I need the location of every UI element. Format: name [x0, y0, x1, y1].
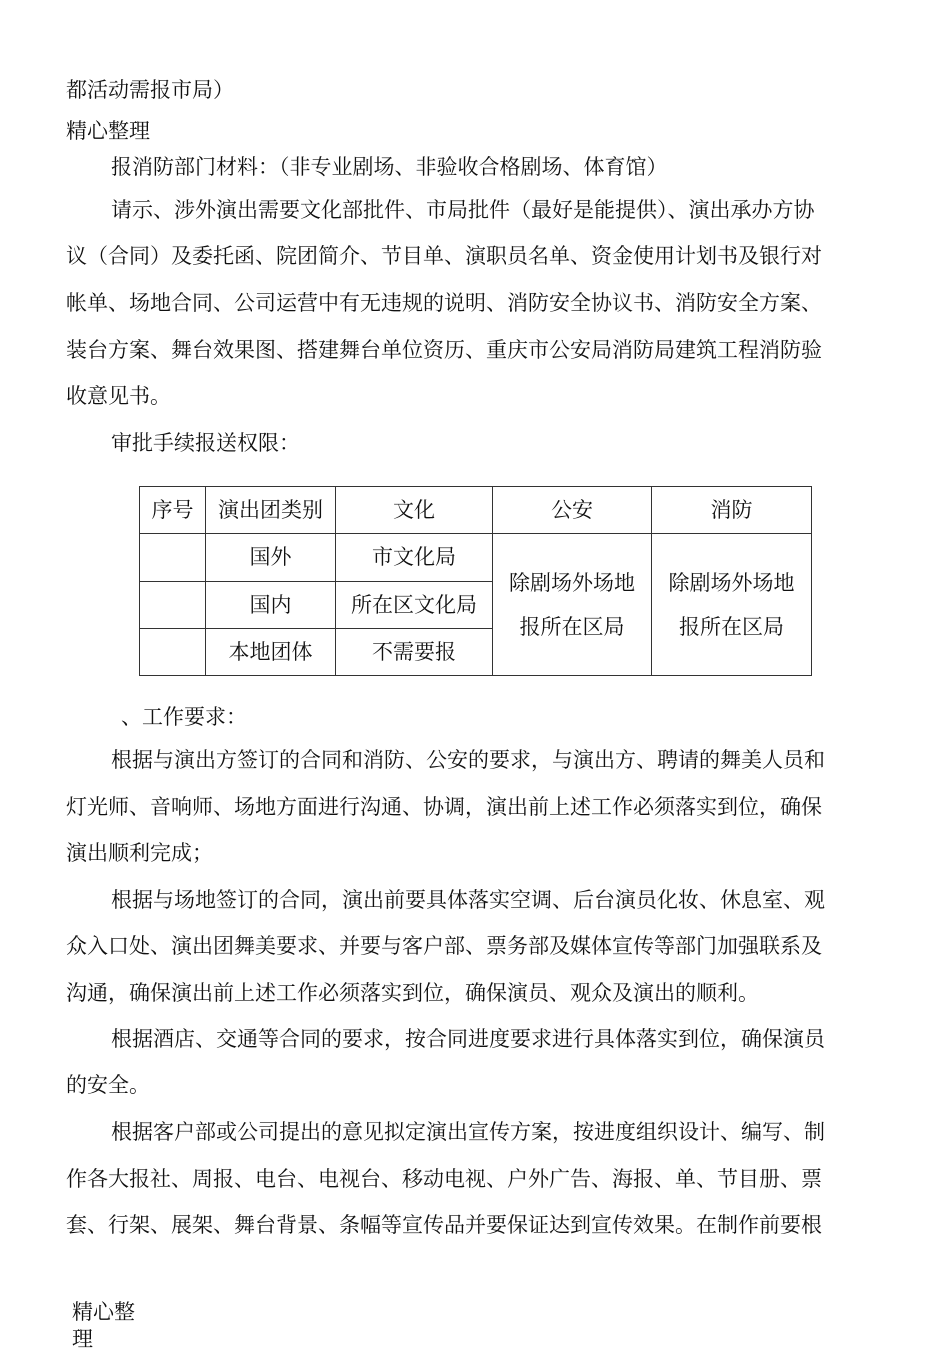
cell-number	[140, 628, 206, 675]
cell-culture: 市文化局	[336, 534, 493, 581]
paragraph-fire-materials: 报消防部门材料：（非专业剧场、非验收合格剧场、体育馆）	[111, 155, 668, 179]
section-heading: 、工作要求：	[121, 705, 247, 729]
table-header-row	[140, 487, 812, 534]
cell-fire-line: 报所在区局	[679, 614, 784, 639]
cell-police-line: 除剧场外场地	[509, 570, 635, 595]
paragraph-line: 议（合同）及委托函、院团简介、节目单、演职员名单、资金使用计划书及银行对	[66, 244, 822, 268]
cell-culture: 不需要报	[336, 628, 493, 675]
header-cell: 公安	[493, 487, 652, 534]
paragraph-line: 作各大报社、周报、电台、电视台、移动电视、户外广告、海报、单、节目册、票	[66, 1167, 822, 1191]
header-cell: 文化	[336, 487, 493, 534]
cell-police-line: 报所在区局	[519, 614, 625, 639]
text-line: 都活动需报市局）	[66, 78, 234, 102]
cell-category: 本地团体	[206, 628, 336, 675]
paragraph-line: 装台方案、舞台效果图、搭建舞台单位资历、重庆市公安局消防局建筑工程消防验	[66, 338, 822, 362]
cell-number	[140, 581, 206, 628]
cell-category: 国内	[206, 581, 336, 628]
header-cell: 演出团类别	[206, 487, 336, 534]
paragraph-line: 收意见书。	[66, 384, 171, 408]
header-mark: 精心整理	[66, 119, 150, 143]
paragraph-line: 沟通，确保演出前上述工作必须落实到位，确保演员、观众及演出的顺利。	[66, 981, 759, 1005]
paragraph-line: 根据与演出方签订的合同和消防、公安的要求，与演出方、聘请的舞美人员和	[111, 748, 825, 772]
paragraph-line: 众入口处、演出团舞美要求、并要与客户部、票务部及媒体宣传等部门加强联系及	[66, 934, 822, 958]
paragraph-line: 演出顺利完成；	[66, 841, 213, 865]
cell-fire	[652, 534, 812, 676]
paragraph-line: 灯光师、音响师、场地方面进行沟通、协调，演出前上述工作必须落实到位，确保	[66, 795, 822, 819]
header-cell: 消防	[652, 487, 812, 534]
header-cell: 序号	[140, 487, 206, 534]
cell-fire-line: 除剧场外场地	[668, 570, 795, 595]
paragraph-approval-title: 审批手续报送权限：	[111, 431, 300, 455]
paragraph-line: 套、行架、展架、舞台背景、条幅等宣传品并要保证达到宣传效果。在制作前要根	[66, 1213, 822, 1237]
cell-police	[493, 534, 652, 676]
table-row	[140, 534, 812, 581]
footer-mark: 精心整理	[72, 1300, 135, 1351]
paragraph-line: 根据酒店、交通等合同的要求，按合同进度要求进行具体落实到位，确保演员	[111, 1027, 825, 1051]
cell-culture: 所在区文化局	[336, 581, 493, 628]
paragraph-line: 帐单、场地合同、公司运营中有无违规的说明、消防安全协议书、消防安全方案、	[66, 291, 822, 315]
cell-category: 国外	[206, 534, 336, 581]
paragraph-line: 的安全。	[66, 1073, 150, 1097]
paragraph-line: 请示、涉外演出需要文化部批件、市局批件（最好是能提供）、演出承办方协	[111, 198, 815, 222]
paragraph-line: 根据与场地签订的合同，演出前要具体落实空调、后台演员化妆、休息室、观	[111, 888, 825, 912]
approval-table	[139, 486, 812, 676]
cell-number	[140, 534, 206, 581]
paragraph-line: 根据客户部或公司提出的意见拟定演出宣传方案，按进度组织设计、编写、制	[111, 1120, 825, 1144]
